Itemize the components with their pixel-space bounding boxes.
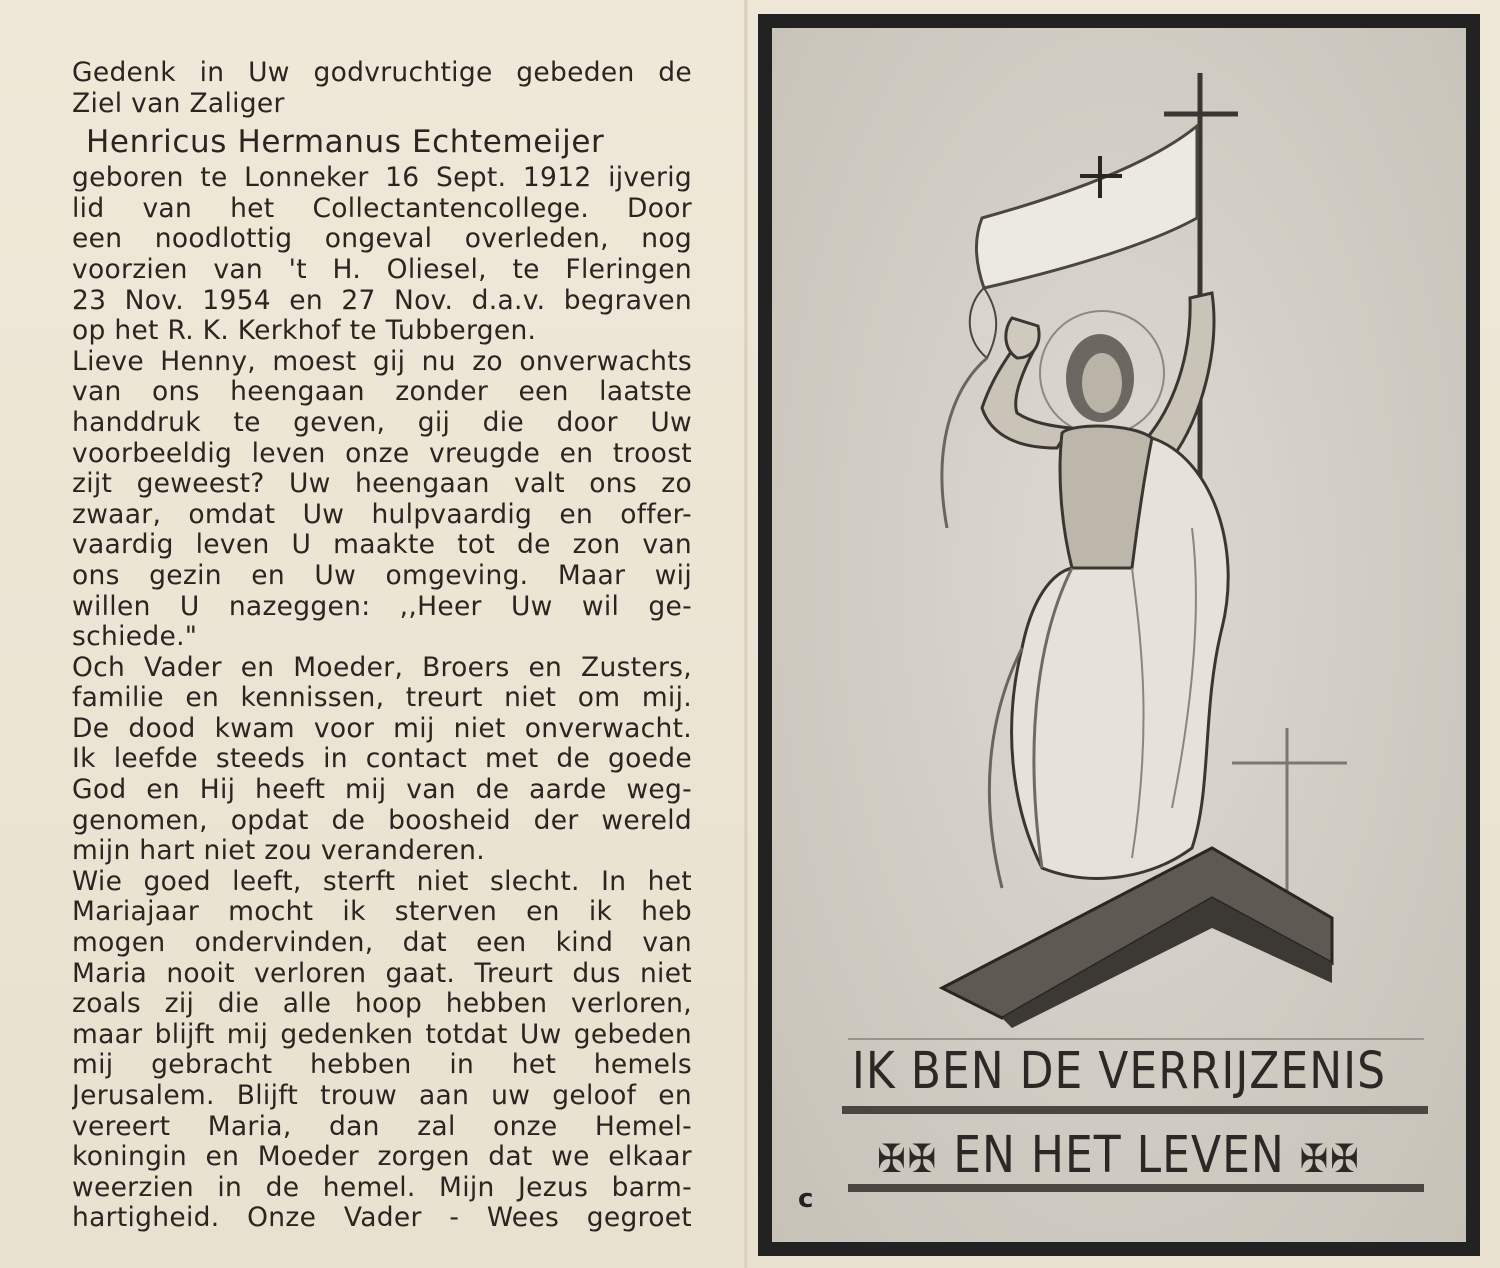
text-line: De dood kwam voor mij niet onverwacht. — [72, 713, 692, 744]
cross-ornament-icon: ✠✠ — [877, 1136, 939, 1183]
text-line: maar blijft mij gedenken totdat Uw gebeden — [72, 1019, 692, 1050]
text-line: ons gezin en Uw omgeving. Maar wij — [72, 560, 692, 591]
text-line: Gedenk in Uw godvruchtige gebeden de — [72, 58, 692, 88]
printer-mark: c — [798, 1184, 814, 1214]
text-line: familie en kennissen, treurt niet om mij. — [72, 683, 692, 714]
text-line: 23 Nov. 1954 en 27 Nov. d.a.v. begraven — [72, 285, 692, 316]
text-line: zwaar, omdat Uw hulpvaardig en offer- — [72, 499, 692, 530]
text-line: mogen ondervinden, dat een kind van — [72, 928, 692, 959]
text-line: Mariajaar mocht ik sterven en ik heb — [72, 897, 692, 928]
text-line: zoals zij die alle hoop hebben verloren, — [72, 989, 692, 1020]
devotional-image — [772, 28, 1466, 1242]
text-line: weerzien in de hemel. Mijn Jezus barm- — [72, 1172, 692, 1203]
text-line: op het R. K. Kerkhof te Tubbergen. — [72, 316, 537, 347]
text-line: geboren te Lonneker 16 Sept. 1912 ijverig — [72, 163, 692, 194]
text-line: zijt geweest? Uw heengaan valt ons zo — [72, 469, 692, 500]
text-line: Wie goed leeft, sterft niet slecht. In het — [72, 866, 692, 897]
text-line: Lieve Henny, moest gij nu zo onverwachts — [72, 346, 692, 377]
text-line: lid van het Collectantencollege. Door — [72, 193, 692, 224]
text-line: Ik leefde steeds in contact met de goede — [72, 744, 692, 775]
motto-line-2 — [772, 1126, 1466, 1185]
text-line: voorzien van 't H. Oliesel, te Fleringen — [72, 254, 692, 285]
text-line: genomen, opdat de boosheid der wereld — [72, 805, 692, 836]
text-line: schiede." — [72, 622, 198, 653]
devotional-image-frame — [758, 14, 1480, 1256]
text-line: koningin en Moeder zorgen dat we elkaar — [72, 1142, 692, 1173]
text-line: van ons heengaan zonder een laatste — [72, 377, 692, 408]
text-line: vereert Maria, dan zal onze Hemel- — [72, 1111, 692, 1142]
text-line: God en Hij heeft mij van de aarde weg- — [72, 775, 692, 806]
cross-ornament-icon: ✠✠ — [1299, 1136, 1361, 1183]
text-line: mij gebracht hebben in het hemels — [72, 1050, 692, 1081]
card-fold — [744, 0, 748, 1268]
text-line: Jerusalem. Blijft trouw aan uw geloof en — [72, 1081, 692, 1111]
text-line: mijn hart niet zou veranderen. — [72, 836, 485, 867]
motto-line-2-text: EN HET LEVEN — [953, 1126, 1285, 1185]
motto-line-1: IK BEN DE VERRIJZENIS — [851, 1042, 1387, 1101]
text-line: een noodlottig ongeval overleden, nog — [72, 224, 692, 255]
text-line: Ziel van Zaliger — [72, 88, 285, 119]
text-line: voorbeeldig leven onze vreugde en troost — [72, 438, 692, 469]
text-line: Och Vader en Moeder, Broers en Zusters, — [72, 652, 692, 683]
memorial-body — [72, 163, 692, 1234]
text-line: willen U nazeggen: ,,Heer Uw wil ge- — [72, 591, 692, 622]
text-line: Maria nooit verloren gaat. Treurt dus niet — [72, 958, 692, 989]
deceased-name: Henricus Hermanus Echtemeijer — [86, 124, 605, 161]
text-line: handdruk te geven, gij die door Uw — [72, 407, 692, 438]
text-line: vaardig leven U maakte tot de zon van — [72, 530, 692, 561]
memorial-text — [72, 58, 692, 1234]
text-line: hartigheid. Onze Vader - Wees gegroet — [72, 1203, 692, 1234]
